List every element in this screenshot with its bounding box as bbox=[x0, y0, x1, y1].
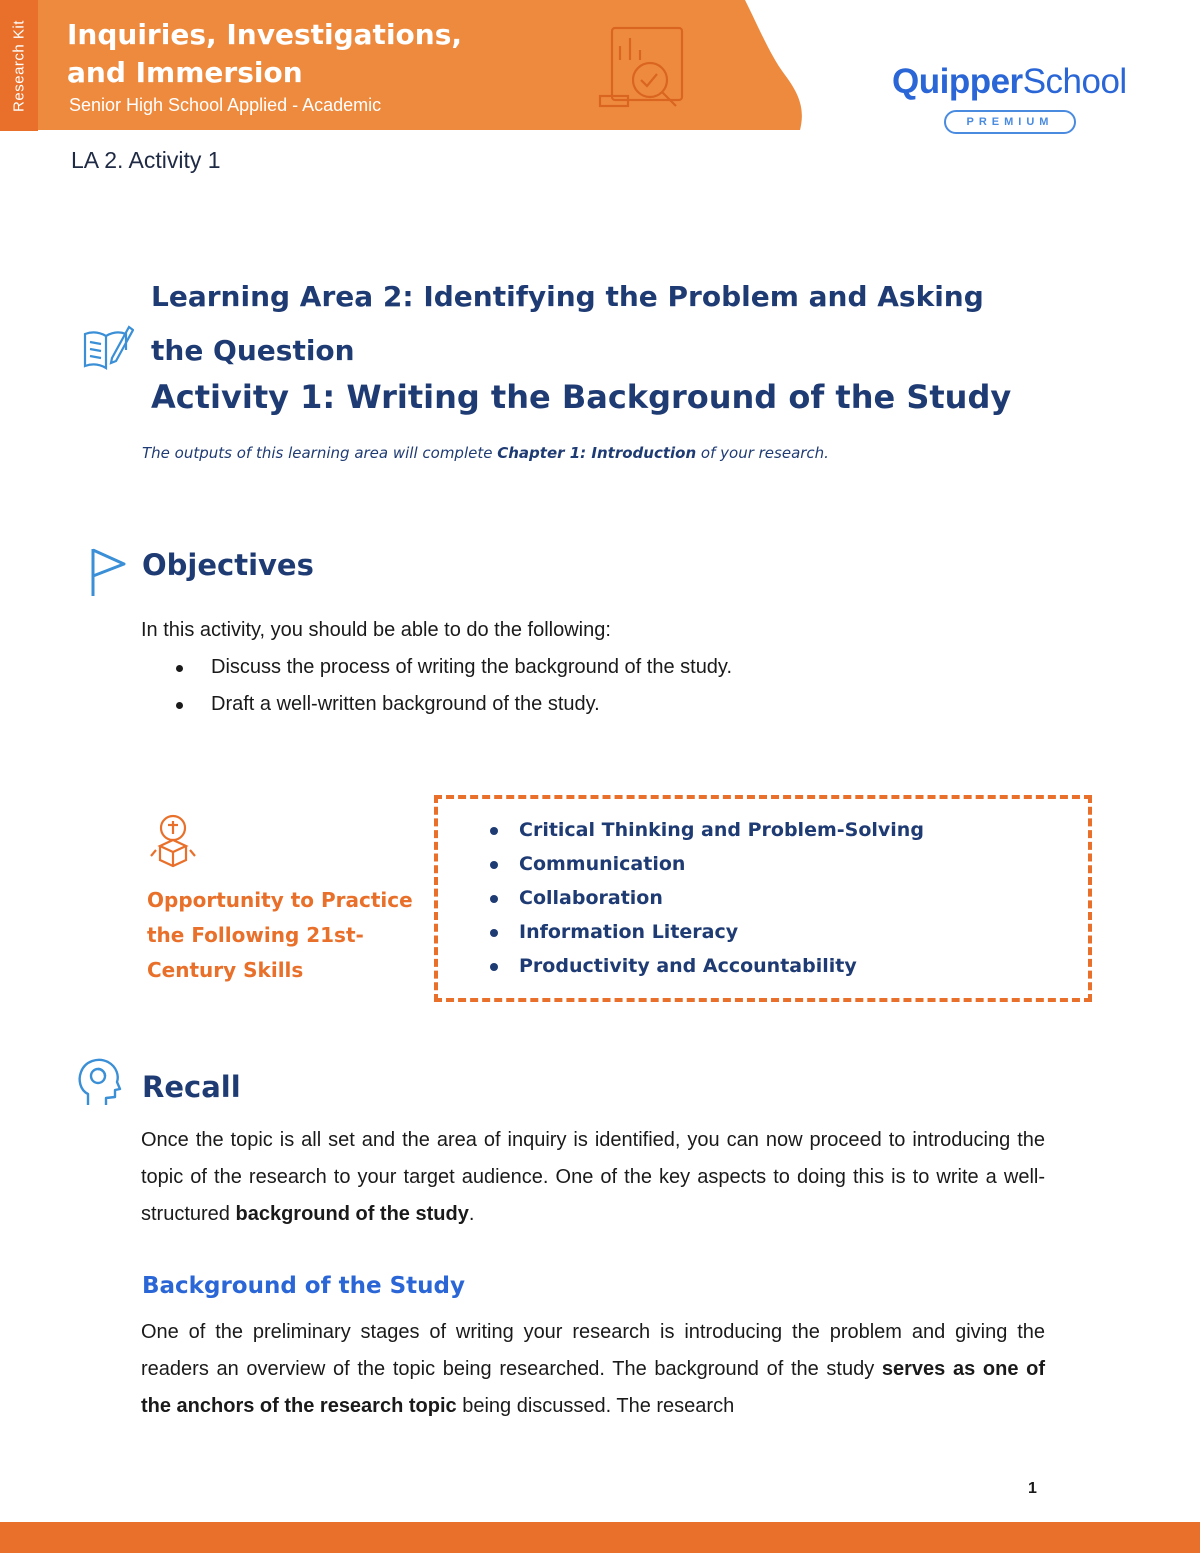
note-suffix: of your research. bbox=[696, 444, 829, 462]
recall-paragraph bbox=[141, 1122, 1045, 1233]
activity-title: Activity 1: Writing the Background of the Study bbox=[151, 378, 1012, 416]
side-tab-label: Research Kit bbox=[10, 20, 28, 112]
background-heading: Background of the Study bbox=[142, 1273, 465, 1299]
brand-logo bbox=[892, 62, 1127, 102]
recall-heading: Recall bbox=[142, 1070, 241, 1104]
book-pen-icon bbox=[82, 322, 134, 372]
output-note bbox=[142, 444, 829, 462]
brand-name-regular: School bbox=[1022, 62, 1127, 101]
background-end: being discussed. The research bbox=[456, 1395, 735, 1417]
head-idea-icon bbox=[76, 1056, 122, 1108]
objectives-intro: In this activity, you should be able to do the following: bbox=[141, 619, 611, 641]
recall-text: Once the topic is all set and the area of inquiry is identified, you can now proceed to introducing the topic of the research to your target audience. One of the key aspects to doing this is to write a well-structured bbox=[141, 1129, 1045, 1225]
activity-label: LA 2. Activity 1 bbox=[71, 147, 221, 173]
kit-subtitle: Senior High School Applied - Academic bbox=[69, 95, 382, 115]
footer-bar bbox=[0, 1522, 1200, 1553]
kit-title-line2: and Immersion bbox=[67, 56, 303, 89]
skill-item: Collaboration bbox=[490, 881, 924, 915]
objectives-list bbox=[141, 649, 732, 723]
brand-name-bold: Quipper bbox=[892, 62, 1023, 101]
objectives-heading: Objectives bbox=[142, 548, 314, 582]
page-number: 1 bbox=[1028, 1480, 1037, 1497]
skill-item: Information Literacy bbox=[490, 915, 924, 949]
skills-list bbox=[490, 813, 924, 983]
skill-item: Productivity and Accountability bbox=[490, 949, 924, 983]
lightbulb-box-icon bbox=[148, 812, 198, 870]
background-text: One of the preliminary stages of writing your research is introducing the problem and giving the readers an overview of the topic being researched. The background of the study bbox=[141, 1321, 1045, 1380]
premium-badge: PREMIUM bbox=[944, 110, 1076, 134]
background-paragraph bbox=[141, 1314, 1045, 1425]
skill-item: Critical Thinking and Problem-Solving bbox=[490, 813, 924, 847]
background-bold: serves as one of the anchors of the research topic bbox=[141, 1358, 1045, 1417]
recall-end: . bbox=[468, 1203, 475, 1225]
kit-title bbox=[67, 16, 462, 92]
recall-bold: background of the study bbox=[235, 1203, 469, 1225]
objective-item: Discuss the process of writing the background of the study. bbox=[141, 649, 732, 686]
flag-icon bbox=[88, 546, 128, 598]
skills-label: Opportunity to Practice the Following 21st-Century Skills bbox=[147, 888, 413, 982]
kit-title-line1: Inquiries, Investigations, bbox=[67, 18, 463, 51]
skill-item: Communication bbox=[490, 847, 924, 881]
learning-area-title: Learning Area 2: Identifying the Problem and Asking the Question bbox=[151, 280, 984, 367]
objective-item: Draft a well-written background of the study. bbox=[141, 686, 732, 723]
note-prefix: The outputs of this learning area will complete bbox=[142, 444, 498, 462]
note-emphasis: Chapter 1: Introduction bbox=[497, 444, 697, 462]
